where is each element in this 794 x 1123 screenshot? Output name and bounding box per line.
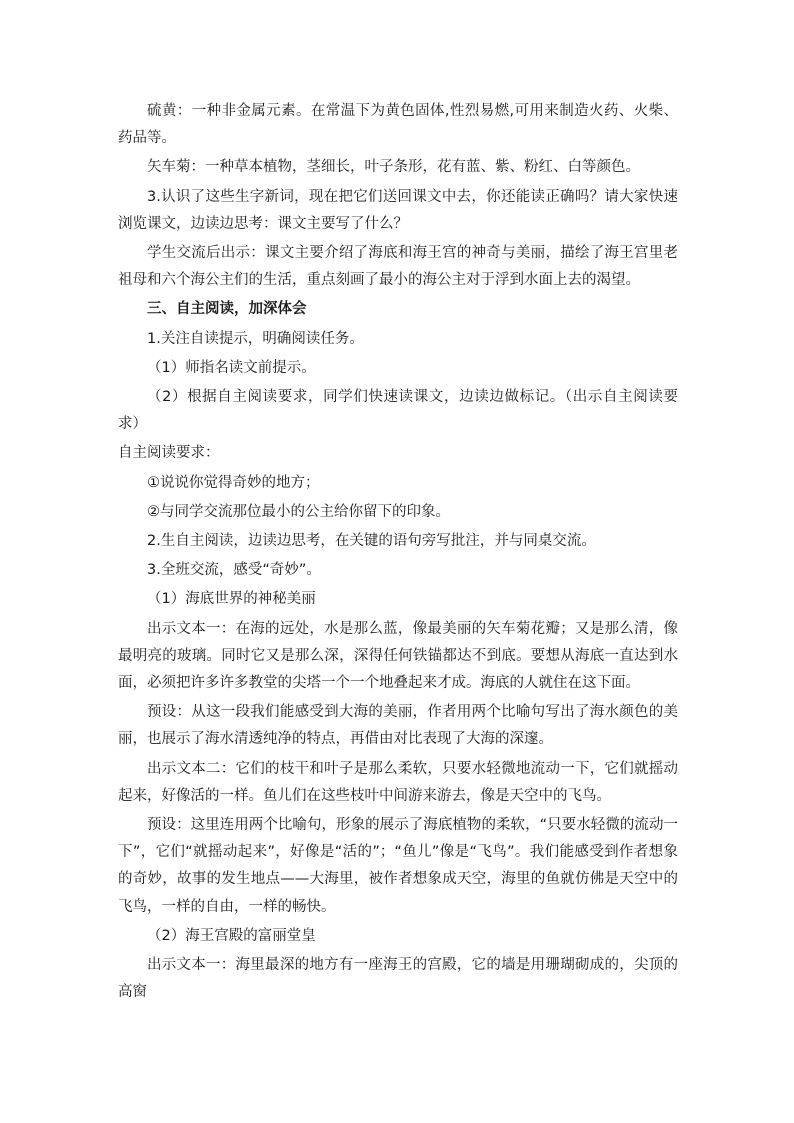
paragraph-subheading-palace: （2）海王宫殿的富丽堂皇 — [147, 927, 316, 944]
paragraph-reading-step-1-1: （1）师指名读文前提示。 — [147, 359, 316, 376]
paragraph-text-excerpt-2: 出示文本二：它们的枝干和叶子是那么柔软，只要水轻微地流动一下，它们就摇动起来，好像活的一样。鱼儿们在这些枝叶中间游来游去，像是天空中的飞鸟。 — [118, 760, 678, 804]
paragraph-requirement-2: ②与同学交流那位最小的公主给你留下的印象。 — [147, 503, 450, 520]
paragraph-reading-step-1-2: （2）根据自主阅读要求，同学们快速读课文，边读边做标记。（出示自主阅读要求） — [118, 389, 678, 433]
paragraph-prediction-1: 预设：从这一段我们能感受到大海的美丽，作者用两个比喻句写出了海水颜色的美丽，也展示了海水清透纯净的特点，再借由对比表现了大海的深邃。 — [118, 704, 678, 748]
paragraph-reading-step-1: 1.关注自读提示，明确阅读任务。 — [147, 330, 364, 347]
paragraph-reading-step-3: 3.全班交流，感受“奇妙”。 — [147, 562, 321, 579]
paragraph-prediction-2: 预设：这里连用两个比喻句，形象的展示了海底植物的柔软，“只要水轻微的流动一下”，它们“就摇动起来”，好像是“活的”；“鱼儿”像是“飞鸟”。我们能感受到作者想象的奇妙，故事的发生地点——大海里，被作者想象成天空，海里的鱼就仿佛是天空中的飞鸟，一样的自由，一样的畅快。 — [118, 817, 678, 915]
document-page — [118, 98, 678, 1009]
paragraph-requirement-1: ①说说你觉得奇妙的地方； — [147, 474, 320, 491]
paragraph-reading-step-2: 2.生自主阅读，边读边思考，在关键的语句旁写批注，并与同桌交流。 — [147, 533, 596, 550]
paragraph-definition-sulfur: 硫黄：一种非金属元素。在常温下为黄色固体,性烈易燃,可用来制造火药、火柴、药品等。 — [118, 103, 678, 147]
paragraph-step-3: 3.认识了这些生字新词，现在把它们送回课文中去，你还能读正确吗？请大家快速浏览课文，边读边思考：课文主要写了什么？ — [118, 188, 678, 232]
paragraph-text-excerpt-palace: 出示文本一：海里最深的地方有一座海王的宫殿，它的墙是用珊瑚砌成的，尖顶的高窗 — [118, 957, 678, 1001]
paragraph-definition-cornflower: 矢车菊：一种草本植物，茎细长，叶子条形，花有蓝、紫、粉红、白等颜色。 — [147, 159, 640, 176]
paragraph-subheading-seabed: （1）海底世界的神秘美丽 — [147, 591, 316, 608]
section-heading: 三、自主阅读，加深体会 — [147, 301, 307, 318]
paragraph-text-excerpt-1: 出示文本一：在海的远处，水是那么蓝，像最美丽的矢车菊花瓣；又是那么清，像最明亮的玻璃。同时它又是那么深，深得任何铁锚都达不到底。要想从海底一直达到水面，必须把许多许多教堂的尖塔一个一个地叠起来才成。海底的人就住在这下面。 — [118, 620, 678, 692]
paragraph-requirements-label: 自主阅读要求： — [118, 445, 220, 462]
paragraph-student-exchange: 学生交流后出示：课文主要介绍了海底和海王宫的神奇与美丽，描绘了海王宫里老祖母和六个海公主们的生活，重点刻画了最小的海公主对于浮到水面上去的渴望。 — [118, 245, 678, 289]
